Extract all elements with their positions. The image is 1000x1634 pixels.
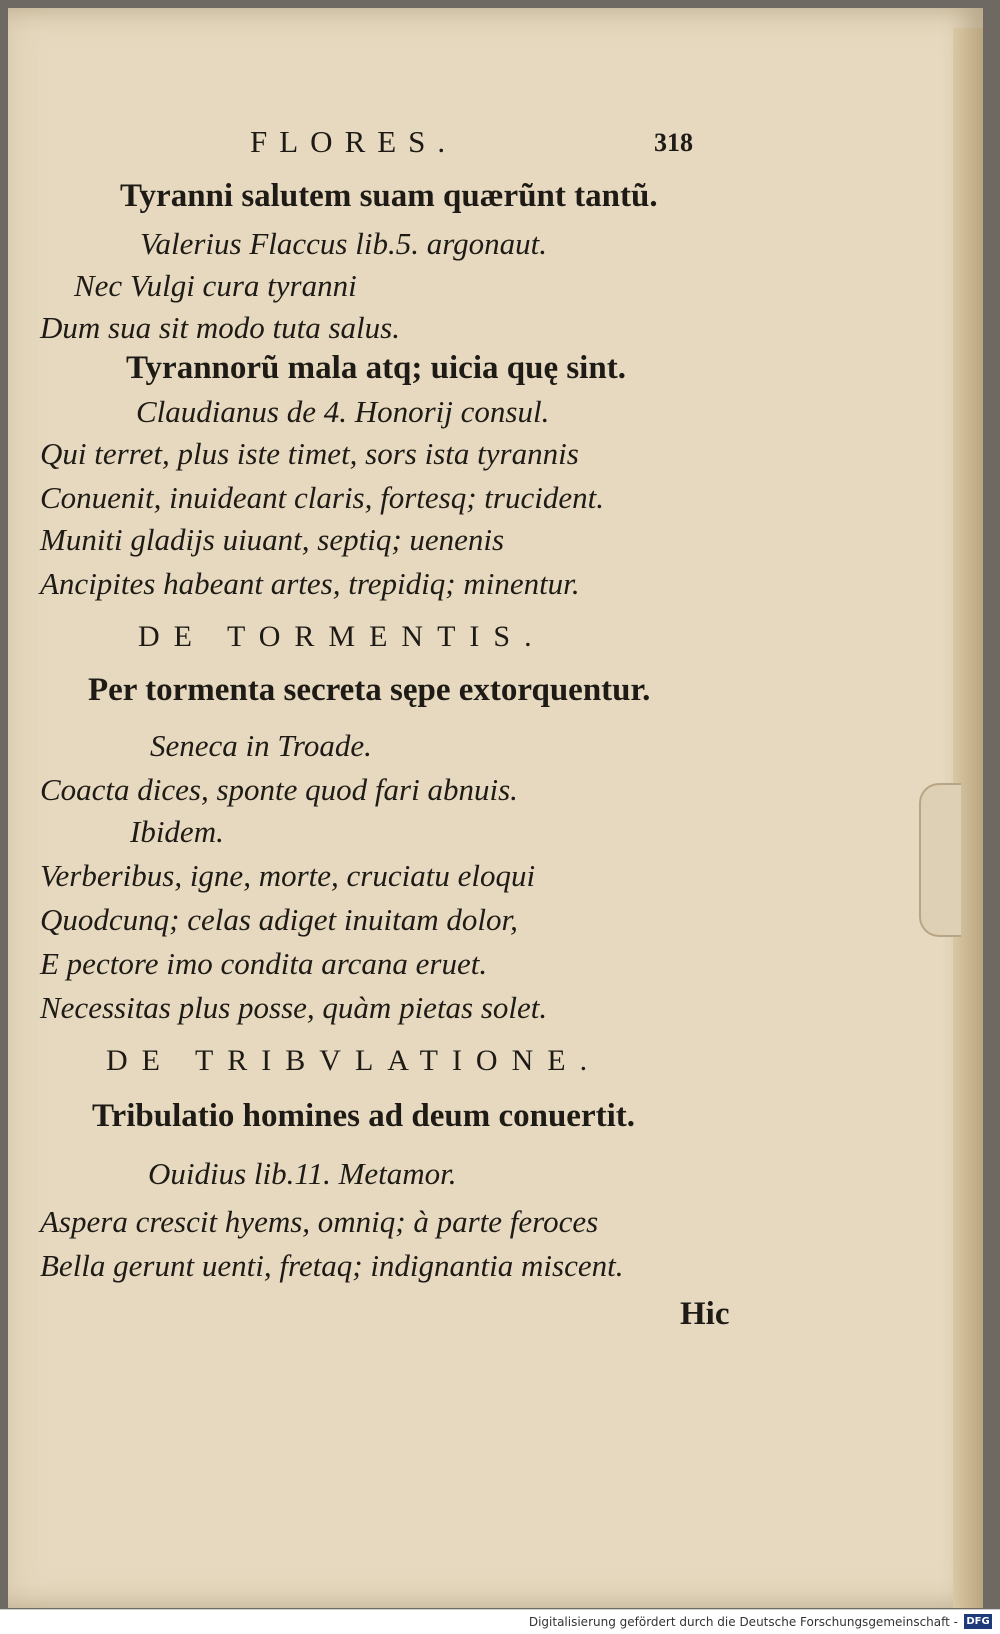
footer-bar <box>0 1609 1000 1634</box>
running-title: FLORES. <box>250 124 458 159</box>
verse-line: Verberibus, igne, morte, cruciatu eloqui <box>40 858 536 893</box>
heading-line: Tyranni salutem suam quærũnt tantũ. <box>120 178 658 214</box>
section-heading: DE TRIBVLATIONE. <box>106 1044 602 1077</box>
verse-line: Coacta dices, sponte quod fari abnuis. <box>40 772 518 807</box>
verse-line: Conuenit, inuideant claris, fortesq; trucident. <box>40 480 604 515</box>
verse-line: Ancipites habeant artes, trepidiq; minentur. <box>40 566 580 601</box>
verse-line: Bella gerunt uenti, fretaq; indignantia miscent. <box>40 1248 624 1283</box>
citation-line: Valerius Flaccus lib.5. argonaut. <box>140 226 547 261</box>
verse-line: E pectore imo condita arcana eruet. <box>40 946 488 981</box>
verse-line: Qui terret, plus iste timet, sors ista tyrannis <box>40 436 579 471</box>
verse-line: Nec Vulgi cura tyranni <box>74 268 357 303</box>
citation-line: Ibidem. <box>130 814 224 849</box>
verse-line: Muniti gladijs uiuant, septiq; uenenis <box>40 522 505 557</box>
catchword: Hic <box>680 1296 730 1332</box>
dfg-logo: DFG <box>964 1614 992 1629</box>
verse-line: Dum sua sit modo tuta salus. <box>40 310 400 345</box>
heading-line: Tribulatio homines ad deum conuertit. <box>92 1098 636 1134</box>
page-number: 318 <box>654 128 693 157</box>
citation-line: Seneca in Troade. <box>150 728 372 763</box>
citation-line: Ouidius lib.11. Metamor. <box>148 1156 457 1191</box>
heading-line: Tyrannorũ mala atq; uicia quę sint. <box>126 350 626 386</box>
section-heading: DE TORMENTIS. <box>138 620 546 653</box>
verse-line: Aspera crescit hyems, omniq; à parte feroces <box>40 1204 599 1239</box>
footer-text: Digitalisierung gefördert durch die Deutsche Forschungsgemeinschaft - <box>528 1615 958 1629</box>
verse-line: Necessitas plus posse, quàm pietas solet. <box>40 990 548 1025</box>
citation-line: Claudianus de 4. Honorij consul. <box>136 394 550 429</box>
page-tab <box>919 783 961 937</box>
heading-line: Per tormenta secreta sępe extorquentur. <box>88 672 651 708</box>
verse-line: Quodcunq; celas adiget inuitam dolor, <box>40 902 518 937</box>
book-page <box>8 8 983 1608</box>
